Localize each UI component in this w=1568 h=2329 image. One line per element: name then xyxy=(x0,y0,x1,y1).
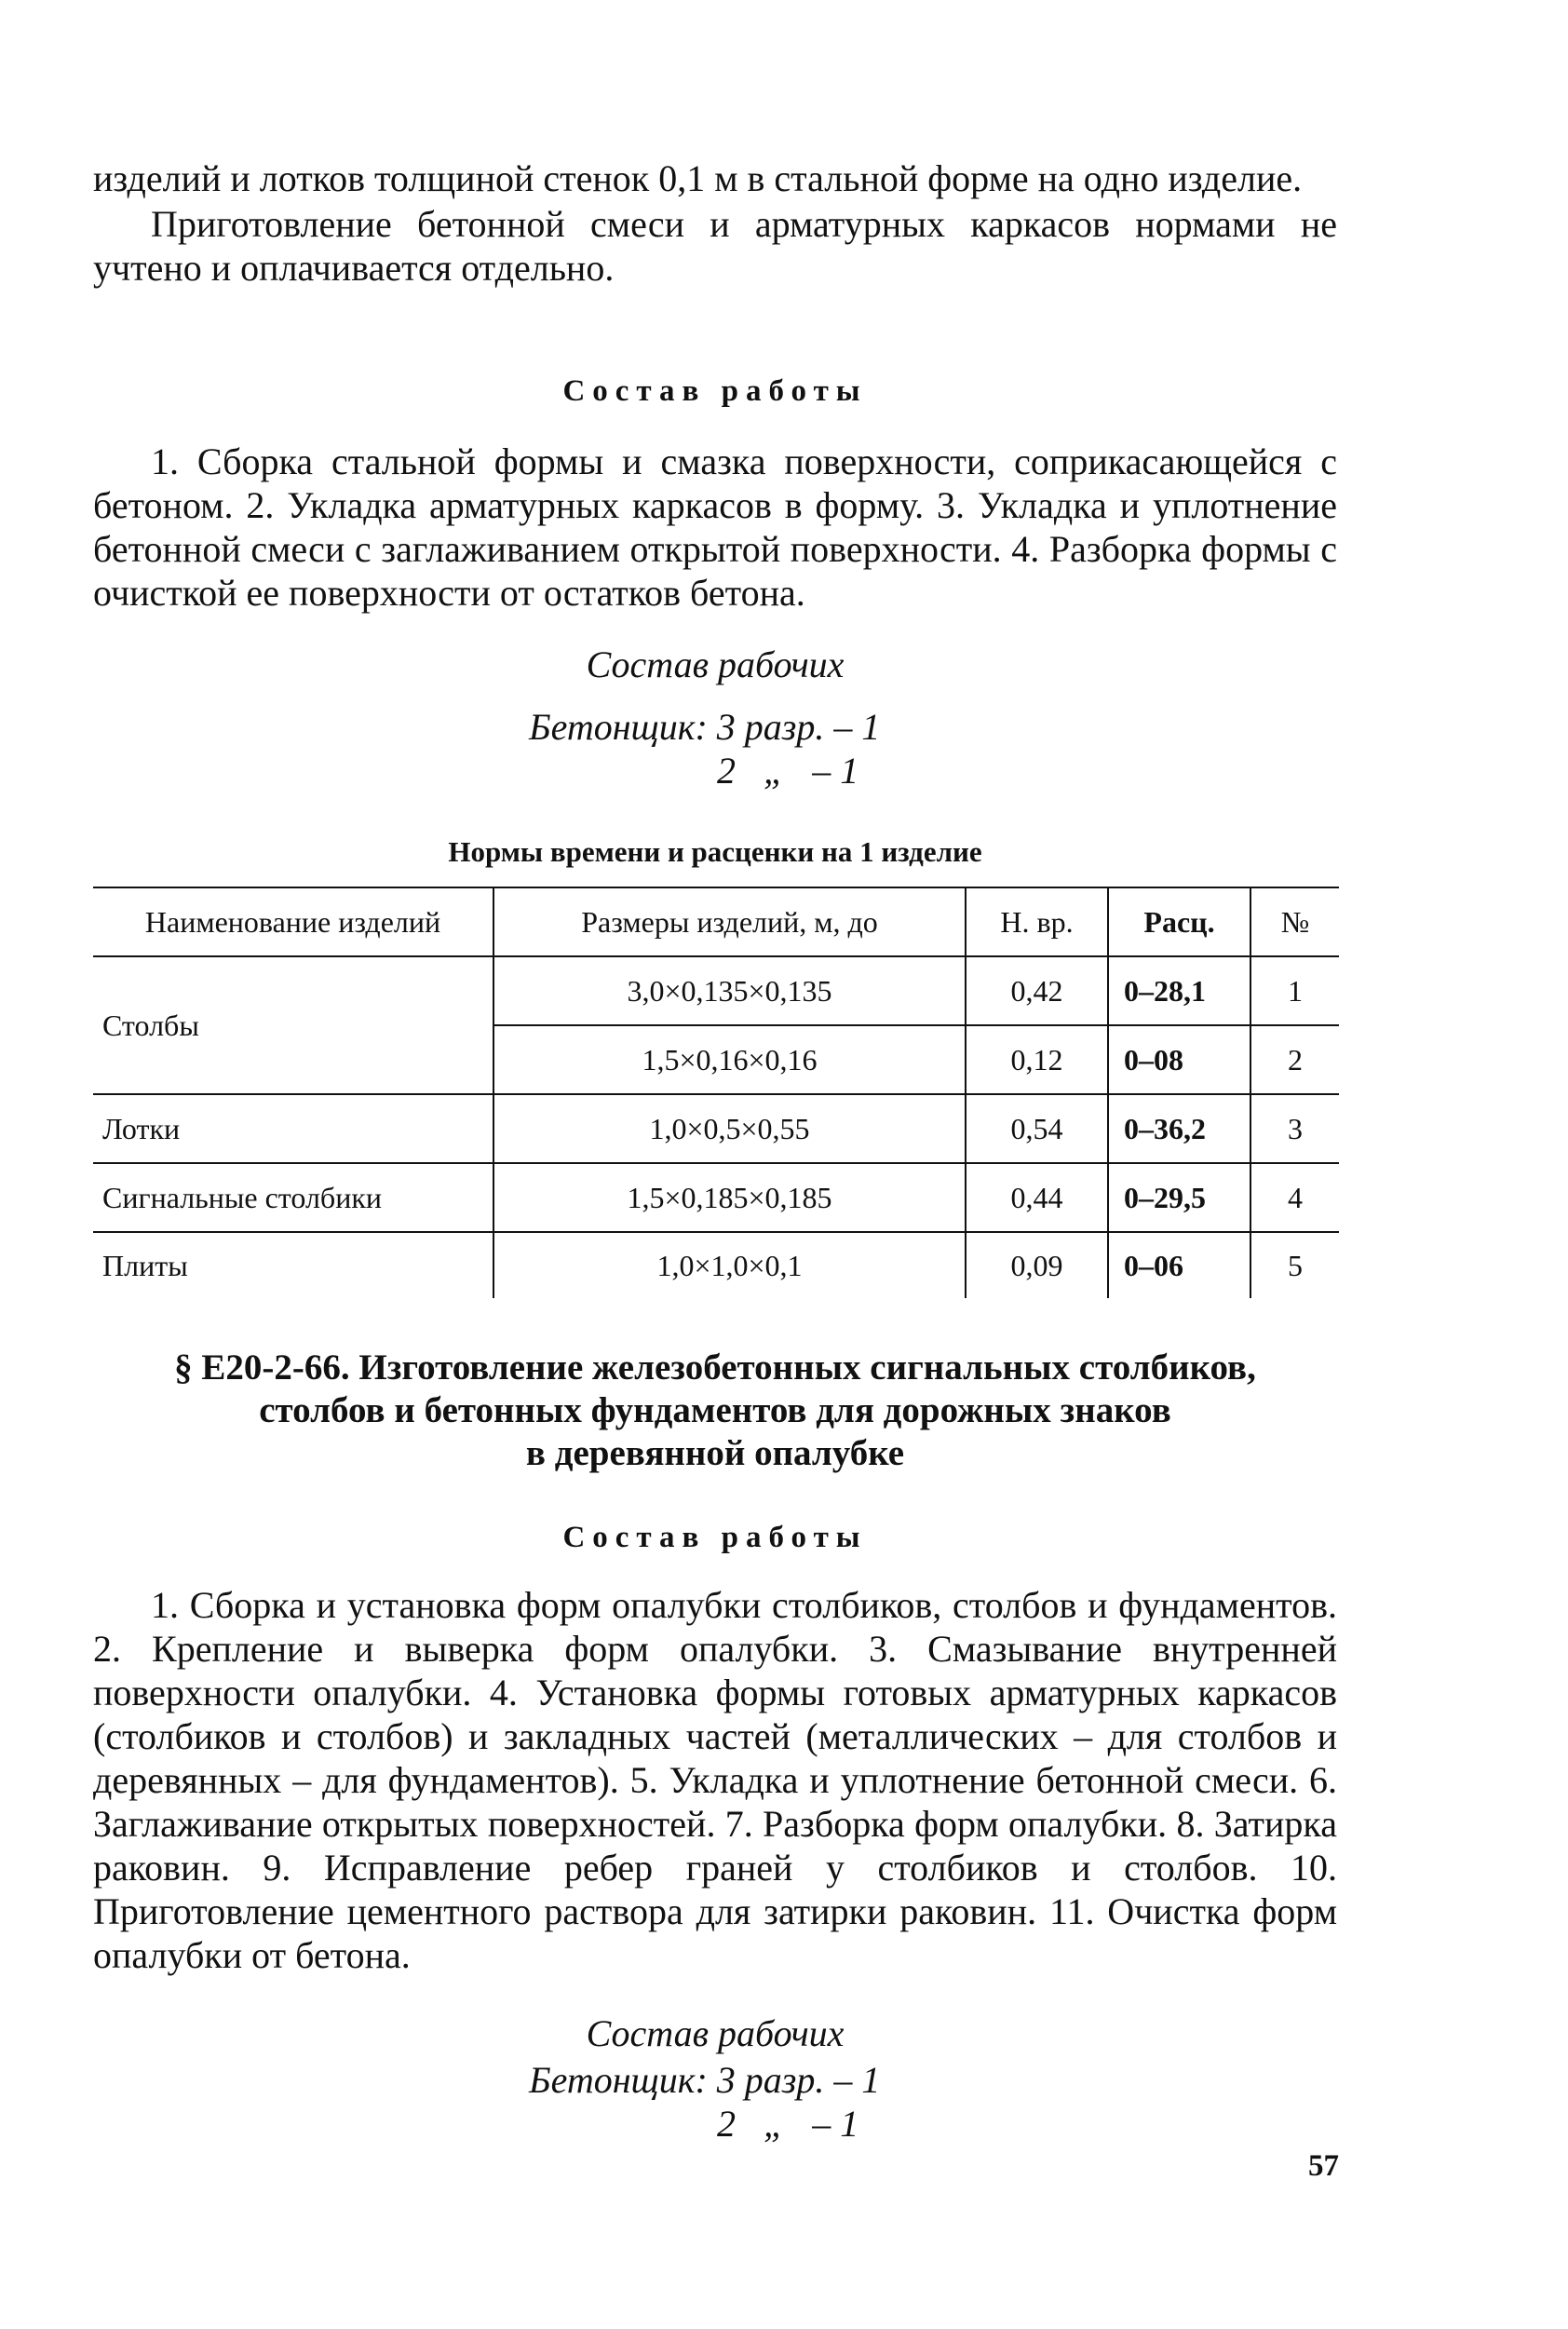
row-price: 0–29,5 xyxy=(1108,1163,1250,1232)
row-name: Сигнальные столбики xyxy=(93,1163,493,1232)
table-row xyxy=(93,1232,1339,1298)
row-time: 0,09 xyxy=(966,1232,1108,1298)
header-number: № xyxy=(1250,887,1339,956)
row-name: Столбы xyxy=(93,956,493,1094)
row-time: 0,42 xyxy=(966,956,1108,1025)
crew-line-2: 2 „ – 1 xyxy=(717,750,859,792)
row-price: 0–08 xyxy=(1108,1025,1250,1094)
table-row xyxy=(93,956,1339,1025)
work-composition-block-2 xyxy=(93,1583,1337,1977)
row-price: 0–36,2 xyxy=(1108,1094,1250,1163)
work-composition-text-2: 1. Сборка и установка форм опалубки столбиков, столбов и фундаментов. 2. Крепление и выверка форм опалубки. 3. Смазывание внутренней поверхности опалубки. 4. Установка формы готовых арматурных каркасов (столбиков и столбов) и закладных частей (металлических – для столбов и деревянных – для фундаментов). 5. Укладка и уплотнение бетонной смеси. 6. Заглаживание открытых поверхностей. 7. Разборка форм опалубки. 8. Затирка раковин. 9. Исправление ребер граней у столбиков и столбов. 10. Приготовление цементного раствора для затирки раковин. 11. Очистка форм опалубки от бетона. xyxy=(93,1584,1337,1976)
table-row xyxy=(93,1163,1339,1232)
norms-table xyxy=(93,887,1339,1298)
header-time: Н. вр. xyxy=(966,887,1108,956)
crew-line-1: Бетонщик: 3 разр. – 1 xyxy=(529,706,881,748)
section-title-line-2: столбов и бетонных фундаментов для дорожных знаков xyxy=(259,1390,1171,1430)
row-time: 0,44 xyxy=(966,1163,1108,1232)
page-number: 57 xyxy=(1308,2149,1339,2183)
row-number: 2 xyxy=(1250,1025,1339,1094)
section-title-line-1: § Е20-2-66. Изготовление железобетонных сигнальных столбиков, xyxy=(174,1347,1256,1388)
work-composition-text: 1. Сборка стальной формы и смазка поверхности, соприкасающейся с бетоном. 2. Укладка арматурных каркасов в форму. 3. Укладка и уплотнение бетонной смеси с заглаживанием открытой поверхности. 4. Разборка формы с очисткой ее поверхности от остатков бетона. xyxy=(93,440,1337,614)
row-price: 0–28,1 xyxy=(1108,956,1250,1025)
table-row xyxy=(93,1094,1339,1163)
row-number: 4 xyxy=(1250,1163,1339,1232)
row-number: 1 xyxy=(1250,956,1339,1025)
row-size: 1,5×0,185×0,185 xyxy=(493,1163,966,1232)
row-name: Плиты xyxy=(93,1232,493,1298)
crew-line-1b: Бетонщик: 3 разр. – 1 xyxy=(529,2059,881,2101)
work-composition-block xyxy=(93,440,1337,615)
table-header-row xyxy=(93,887,1339,956)
crew-heading-2: Состав рабочих xyxy=(586,2012,845,2054)
row-time: 0,12 xyxy=(966,1025,1108,1094)
header-size: Размеры изделий, м, до xyxy=(493,887,966,956)
intro-paragraph-continued: изделий и лотков толщиной стенок 0,1 м в стальной форме на одно изделие. xyxy=(93,157,1303,199)
row-size: 1,0×0,5×0,55 xyxy=(493,1094,966,1163)
work-composition-heading-2: Состав работы xyxy=(562,1521,868,1554)
crew-heading: Состав рабочих xyxy=(586,643,845,685)
header-price: Расц. xyxy=(1108,887,1250,956)
work-composition-heading: Состав работы xyxy=(562,374,868,408)
row-size: 1,5×0,16×0,16 xyxy=(493,1025,966,1094)
section-title xyxy=(93,1347,1337,1475)
header-name: Наименование изделий xyxy=(93,887,493,956)
row-time: 0,54 xyxy=(966,1094,1108,1163)
table-caption: Нормы времени и расценки на 1 изделие xyxy=(448,835,982,868)
row-name: Лотки xyxy=(93,1094,493,1163)
intro-paragraph: Приготовление бетонной смеси и арматурных каркасов нормами не учтено и оплачивается отдельно. xyxy=(93,203,1337,289)
row-price: 0–06 xyxy=(1108,1232,1250,1298)
crew-line-2b: 2 „ – 1 xyxy=(717,2103,859,2145)
section-title-line-3: в деревянной опалубке xyxy=(525,1433,905,1473)
row-size: 3,0×0,135×0,135 xyxy=(493,956,966,1025)
row-number: 5 xyxy=(1288,1248,1303,1282)
intro-block xyxy=(93,156,1337,290)
row-size: 1,0×1,0×0,1 xyxy=(493,1232,966,1298)
row-number: 3 xyxy=(1250,1094,1339,1163)
